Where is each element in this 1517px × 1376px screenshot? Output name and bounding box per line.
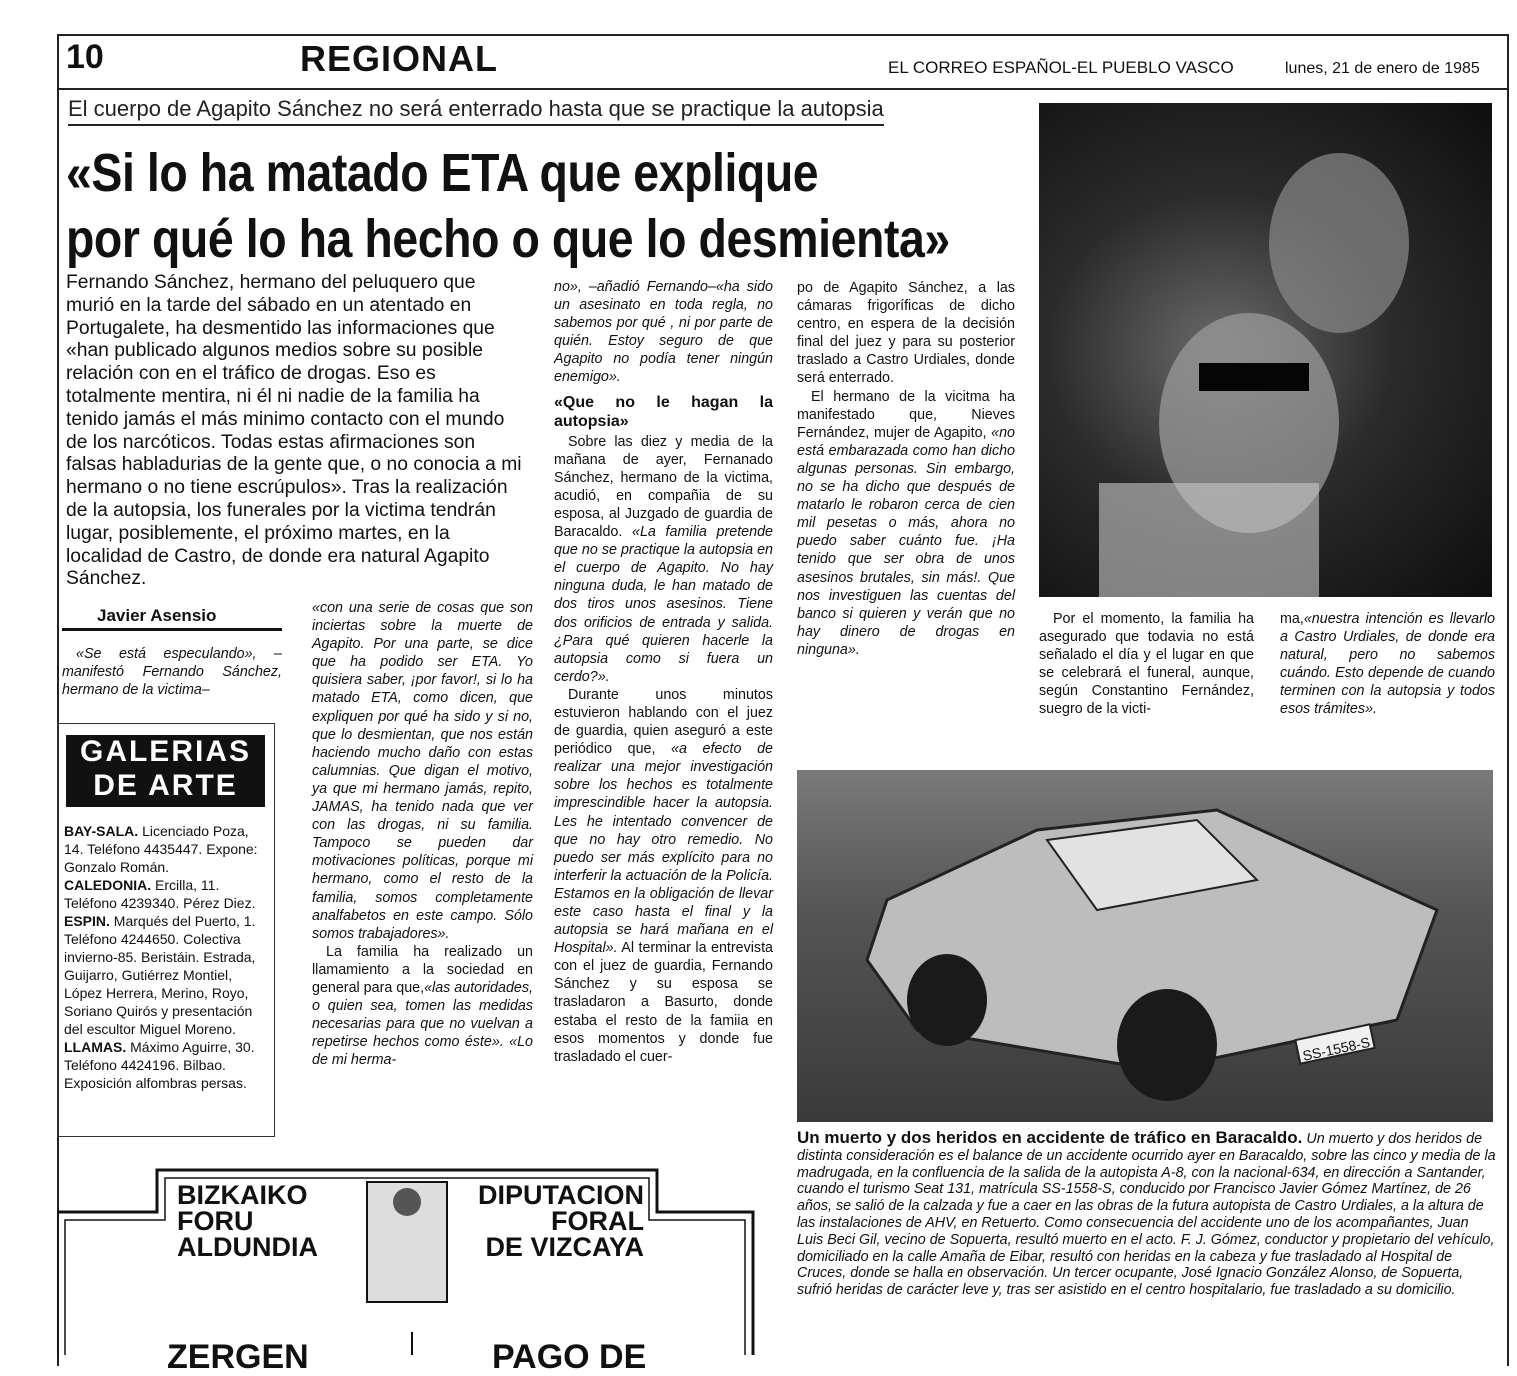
column-2-paragraph-2: [312, 943, 533, 1070]
gallery-item: [64, 876, 264, 912]
art-galleries-title: [66, 735, 265, 807]
article-column-2: [312, 599, 533, 1069]
gallery-details: Máximo Aguirre, 30. Teléfono 4424196. Bilbao. Exposición alfombras persas.: [64, 1039, 255, 1091]
ad-bottom-right: PAGO DE: [492, 1338, 647, 1376]
page-number: 10: [66, 38, 104, 76]
ad-left-line-3: ALDUNDIA: [177, 1232, 318, 1262]
column-3-text-e: Durante unos minutos estuvieron hablando con el juez de guardia, quien aseguró a este periódico que,: [554, 686, 773, 758]
gallery-item: [64, 1038, 264, 1092]
ad-left-line-2: FORU: [177, 1206, 254, 1236]
article-column-1: [62, 645, 282, 699]
column-6-text-b: «nuestra intención es llevarlo a Castro Urdiales, de donde era natural, pero no sabemos cuándo. Esto depende de cuando terminen con la autopsia y todos esos trámites».: [1280, 611, 1495, 718]
art-galleries-title-line-2: DE ARTE: [93, 769, 238, 802]
gallery-name: CALEDONIA.: [64, 877, 152, 893]
art-galleries-title-line-1: GALERIAS: [79, 735, 251, 768]
license-plate: SS-1558-S: [1301, 1033, 1372, 1064]
article-kicker: El cuerpo de Agapito Sánchez no será enterrado hasta que se practique la autopsia: [68, 96, 884, 126]
column-5-paragraph-1: Por el momento, la familia ha asegurado que todavia no está señalado el día y el lugar en que se celebrará el funeral, aunque, según Constantino Fernández, suegro de la victi-: [1039, 611, 1254, 718]
ad-right-line-1: DIPUTACION: [478, 1180, 644, 1210]
column-4-paragraph-2: [797, 388, 1015, 659]
section-title: REGIONAL: [300, 38, 499, 79]
column-3-paragraph-3: [554, 686, 773, 1066]
ad-right-line-2: FORAL: [551, 1206, 644, 1236]
article-lead: Fernando Sánchez, hermano del peluquero que murió en la tarde del sábado en un atentado en Portugalete, ha desmentido las informaciones que «han publicado algunos medios sobre su posible relación con en el tráfico de drogas. Eso es totalmente mentira, ni él ni nadie de la familia ha tenido jamás el más minimo contacto con el mundo de los narcóticos. Todas estas afirmaciones son falsas habladurias de la gente que, o no conocia a mi hermano o no tiene escrúpulos». Tras la realización de la autopsia, los funerales por la victima tendrán lugar, posiblemente, el próximo martes, en la localidad de Castro, de donde era natural Agapito Sánchez.: [66, 272, 522, 590]
column-1-text: «Se está especulando», –manifestó Fernando Sánchez, hermano de la victima–: [62, 646, 282, 699]
gallery-item: [64, 822, 264, 876]
ad-left-text: [177, 1182, 318, 1260]
article-headline: [66, 140, 950, 272]
gallery-details: Licenciado Poza, 14. Teléfono 4435447. Expone: Gonzalo Román.: [64, 823, 258, 875]
column-3-text-f: «a efecto de realizar una mejor investigación sobre los hechos es totalmente imprescindible hacer la autopsia. Les he intentado convencer de que no hay otro remedio. No puedo ser más explícito para no interferir la actuación de la Policía. Estamos en la obligación de llevar este caso hasta el final y la autopsia se hará mañana en el Hospital».: [554, 741, 773, 957]
column-4-text-a: El hermano de la vicitma ha manifestado que, Nieves Fernández, mujer de Agapito,: [797, 388, 1015, 441]
caption-title: Un muerto y dos heridos en accidente de tráfico en Baracaldo.: [797, 1128, 1303, 1147]
column-2-paragraph-1: «con una serie de cosas que son inciertas sobre la muerte de Agapito. Por una parte, se dice que ha podido ser ETA. Yo quisiera saber, ¡por favor!, si lo ha matado ETA, como dicen, que expliquen por qué ha sido y si no, que lo desmientan, que nos están haciendo mucho daño con estas calumnias. Que digan el motivo, ya que mi hermano jamás, repito, JAMAS, ha tenido nada que ver con las drogas, ni su familia. Tampoco se pueden dar motivaciones políticas, porque mi hermano, como el resto de la familia, somos completamente analfabetos en este campo. Sólo somos trabajadores».: [312, 600, 533, 942]
column-2-text-b: «las autoridades, o quien sea, tomen las medidas necesarias para que no vuelvan a repetirse hechos como éste». «Lo de mi herma-: [312, 979, 533, 1069]
headline-line-2: por qué lo ha hecho o que lo desmienta»: [66, 209, 950, 269]
article-column-4: [797, 279, 1015, 659]
column-2-text-a: La familia ha realizado un llamamiento a la sociedad en general para que,: [312, 943, 533, 996]
gallery-name: LLAMAS.: [64, 1039, 127, 1055]
gallery-details: Ercilla, 11. Teléfono 4239340. Pérez Diez.: [64, 877, 256, 911]
column-3-paragraph-2: [554, 433, 773, 686]
newspaper-name: EL CORREO ESPAÑOL-EL PUEBLO VASCO: [888, 58, 1234, 77]
ad-left-line-1: BIZKAIKO: [177, 1180, 308, 1210]
article-column-5: [1039, 610, 1254, 719]
column-3-paragraph-1: [554, 278, 773, 387]
photo-crashed-car: [797, 770, 1493, 1122]
column-4-text-b: «no está embarazada como han dicho algunas personas. Sin embargo, no se ha dicho que después de matarlo le robaron cerca de cien mil pesetas o más, ahora no puedo saber cuánto fue. ¡Ha tenido que ser obra de unos asesinos brutales, sin más!. Que nos investiguen las cuentas del banco si quieren y verán que no hay dinero de drogas en ninguna».: [797, 424, 1015, 658]
column-6-text-a: ma,: [1280, 611, 1304, 627]
gallery-item: [64, 912, 264, 1038]
art-galleries-list: [64, 822, 264, 1092]
advertisement: [57, 1162, 757, 1376]
column-3-text-g: Al terminar la entrevista con el juez de guardia, Fernando Sánchez y su esposa se trasladaron a Basurto, donde estaba el resto de la famiia en esos momentos y donde fue trasladado el cuer-: [554, 940, 773, 1065]
column-3-text-a: no», –añadió Fernando–: [554, 279, 716, 295]
column-3-text-b: «ha sido un asesinato en toda regla, no sabemos por qué , ni por parte de quién. Estoy seguro de que Agapito no podía tener ningún enemigo».: [554, 279, 773, 386]
headline-line-1: «Si lo ha matado ETA que explique: [66, 143, 819, 203]
photo-family-illustration: [1039, 103, 1492, 597]
article-column-6: [1280, 610, 1495, 719]
ad-frame: [57, 1162, 757, 1355]
byline: Javier Asensio: [97, 606, 217, 625]
column-3-text-c: Sobre las diez y media de la mañana de ayer, Fernanado Sánchez, hermano de la victima, acudió, en compañia de su esposa, al Juzgado de guardia de Baracaldo.: [554, 433, 773, 541]
photo-caption: [797, 1130, 1497, 1299]
column-4-paragraph-1: po de Agapito Sánchez, a las cámaras frigoríficas de dicho centro, en espera de la decisión final del juez y para su posterior traslado a Castro Urdiales, donde será enterrado.: [797, 280, 1015, 387]
ad-right-line-3: DE VIZCAYA: [485, 1232, 644, 1262]
photo-family: [1039, 103, 1492, 597]
article-column-3: [554, 278, 773, 1066]
issue-date: lunes, 21 de enero de 1985: [1285, 60, 1480, 77]
header-rule: [57, 88, 1507, 90]
byline-rule: [62, 628, 282, 631]
gallery-name: ESPIN.: [64, 913, 110, 929]
ad-bottom-left: ZERGEN: [167, 1338, 309, 1376]
crashed-car-illustration: [797, 770, 1493, 1122]
gallery-details: Marqués del Puerto, 1. Teléfono 4244650. Colectiva invierno-85. Beristáin. Estrada, Guijarro, Gutiérrez Montiel, López Herrera, Merino, Royo, Soriano Quirós y presentación del escultor Miguel Moreno.: [64, 913, 256, 1037]
subheading: «Que no le hagan la autopsia»: [554, 393, 773, 430]
ad-right-text: [469, 1182, 644, 1260]
column-3-text-d: «La familia pretende que no se practique la autopsia en el cuerpo de Agapito. No hay ninguna duda, le han matado de dos tiros unos asesinos. Tiene dos orificios de entrada y salida. ¿Para qué quieren hacerle la autopsia como si fuera un cerdo?».: [554, 524, 773, 685]
caption-text: Un muerto y dos heridos de distinta consideración es el balance de un accidente ocurrido ayer en Baracaldo, sobre las cinco y media de la madrugada, en la confluencia de la salida de la autopista A-8, con la nacional-634, en dirección a Santander, cuando el turismo Seat 131, matrícula SS-1558-S, conducido por Francisco Javier Gómez Martínez, de 26 años, se salió de la calzada y fue a caer en las obras de la futura autopista de Castro Urdiales, a la altura de las instalaciones de AHV, en Retuerto. Como consecuencia del accidente uno de los acompañantes, Juan Luis Beci Gil, vecino de Sopuerta, resultó muerto en el acto. F. J. Gómez, conductor y propietario del vehículo, domiciliado en la calle Amaña de Eibar, resultó con heridas en la cabeza y fue trasladado al Hospital de Cruces, donde se halla en observación. Un tercer ocupante, José Ignacio González Alonso, de Sopuerta, sufrió heridas de carácter leve y, tras ser asistido en el centro hospitalario, fue trasladado a su domicilio.: [797, 1131, 1496, 1299]
column-6-paragraph-1: [1280, 610, 1495, 719]
gallery-name: BAY-SALA.: [64, 823, 139, 839]
